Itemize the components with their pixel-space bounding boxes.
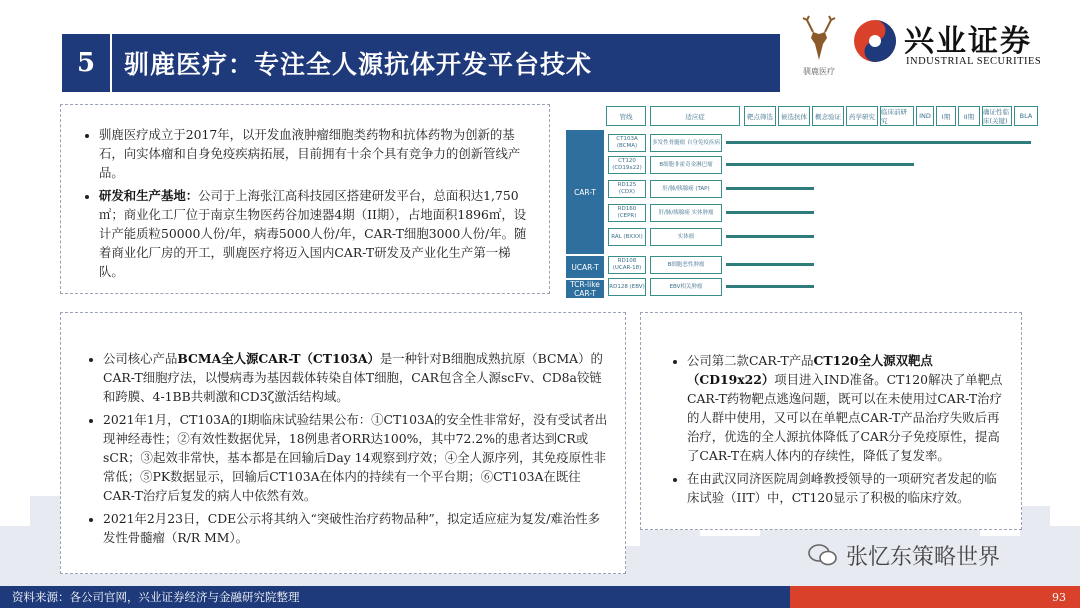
pipeline-category: CAR-T — [566, 130, 604, 254]
pipeline-progress-bar — [726, 211, 814, 214]
intro-bullet — [99, 125, 535, 182]
wechat-icon — [808, 543, 838, 567]
ct103a-bullet — [103, 410, 611, 505]
pipeline-progress-bar — [726, 163, 914, 166]
pipeline-header-cell: I期 — [936, 106, 956, 126]
pipeline-product: RAL (BXXX) — [608, 228, 646, 246]
pipeline-header-cell: IND — [916, 106, 934, 126]
pipeline-header-cell: 候选抗体 — [778, 106, 810, 126]
pipeline-header-cell: II期 — [958, 106, 980, 126]
bullet-bold-text: CT120全人源双靶点（CD19x22） — [687, 353, 933, 387]
pipeline-indication: 肝/肺/胰腺癌 (TAP) — [650, 180, 722, 198]
footer — [0, 586, 1080, 608]
bullet-lead-text: 公司第二款CAR-T产品 — [687, 353, 814, 368]
bullet-text: 在由武汉同济医院周剑峰教授领导的一项研究者发起的临床试验（IIT）中，CT120显示了积极的临床疗效。 — [687, 471, 997, 505]
deer-icon — [799, 14, 839, 62]
wechat-watermark — [808, 540, 1000, 570]
broker-name-en: INDUSTRIAL SECURITIES — [906, 56, 1042, 67]
pipeline-product: RD128 (EBV) — [608, 278, 646, 296]
pipeline-product: RD160 (CEPR) — [608, 204, 646, 222]
pipeline-header-cell: 药学研究 — [846, 106, 878, 126]
pipeline-header-cell: 确证性临床(关键) — [982, 106, 1012, 126]
ct120-box — [640, 312, 1022, 530]
pipeline-header-cell: 管线 — [606, 106, 646, 126]
pipeline-header-cell: 临床前研究 — [880, 106, 914, 126]
pipeline-figure — [566, 102, 1040, 298]
pipeline-category: TCR-like CAR-T — [566, 280, 604, 298]
pipeline-indication: B细胞恶性肿瘤 — [650, 256, 722, 274]
pipeline-indication: 实体瘤 — [650, 228, 722, 246]
ct103a-bullet — [103, 509, 611, 547]
ct103a-bullet — [103, 349, 611, 406]
watermark-text: 张忆东策略世界 — [846, 544, 1001, 570]
broker-name-cn: 兴业证券 — [904, 24, 1032, 59]
pipeline-header-cell: 适应症 — [650, 106, 740, 126]
bullet-text: 是一种针对B细胞成熟抗原（BCMA）的CAR-T细胞疗法，以慢病毒为基因载体转染自体T细胞，CAR包含全人源scFv、CD8a铰链和跨膜、4-1BB共刺激和CD3ζ激活结构域。 — [103, 351, 603, 404]
pipeline-indication: 肝/肺/胰腺癌 实体肿瘤 — [650, 204, 722, 222]
pipeline-indication: EBV相关肿瘤 — [650, 278, 722, 296]
pipeline-product: CT120 (CD19x22) — [608, 156, 646, 174]
source-note: 资料来源：各公司官网，兴业证券经济与金融研究院整理 — [0, 586, 790, 608]
intro-bullet — [99, 186, 535, 281]
pipeline-header-cell: 概念验证 — [812, 106, 844, 126]
bullet-text: 2021年1月，CT103A的I期临床试验结果公布：①CT103A的安全性非常好，没有受试者出现神经毒性；②有效性数据优异，18例患者ORR达100%，其中72.2%的患者达到CR或sCR；③起效非常快，基本都是在回输后Day 14观察到疗效；④全人源序列，其免疫原性非常低；⑤PK数据显示，回输后CT103A在体内的持续有一个平台期；⑥CT103A在既往CAR-T治疗后复发的病人中依然有效。 — [103, 412, 608, 503]
page-title: 驯鹿医疗：专注全人源抗体开发平台技术 — [124, 50, 593, 79]
bullet-bold-text: BCMA全人源CAR-T（CT103A） — [177, 351, 380, 366]
bullet-text: 2021年2月23日，CDE公示将其纳入“突破性治疗药物品种”，拟定适应症为复发/难治性多发性骨髓瘤（R/R MM）。 — [103, 511, 600, 545]
section-number: 5 — [62, 34, 112, 92]
page-number: 93 — [790, 586, 1080, 608]
pipeline-category: UCAR-T — [566, 256, 604, 278]
pipeline-progress-bar — [726, 187, 814, 190]
pipeline-progress-bar — [726, 141, 1031, 144]
pipeline-header-cell: 靶点筛选 — [744, 106, 776, 126]
intro-bullet-bold: 研发和生产基地： — [99, 188, 199, 203]
pipeline-progress-bar — [726, 235, 814, 238]
company-logo — [798, 14, 840, 76]
bullet-lead-text: 公司核心产品 — [103, 351, 178, 366]
pipeline-indication: 多发性骨髓瘤 自身免疫疾病 — [650, 134, 722, 152]
ct120-bullet — [687, 351, 1009, 465]
intro-bullet-text: 驯鹿医疗成立于2017年，以开发血液肿瘤细胞类药物和抗体药物为创新的基石，向实体瘤和自身免疫疾病拓展，目前拥有十余个具有竞争力的创新管线产品。 — [99, 127, 521, 180]
ct120-bullet — [687, 469, 1009, 507]
intro-bullet-text: 公司于上海张江高科技园区搭建研发平台，总面积达1,750㎡；商业化工厂位于南京生物医药谷加速器4期（II期），占地面积1896㎡，设计产能质粒50000人份/年，病毒5000人份/年，CAR-T细胞3000人份/年。随着商业化厂房的开工，驯鹿医疗将迈入国内CAR-T研发及产业化生产第一梯队。 — [99, 188, 527, 279]
broker-logo — [852, 16, 1072, 70]
broker-emblem-icon — [852, 18, 898, 64]
pipeline-progress-bar — [726, 285, 814, 288]
pipeline-product: RD125 (CDX) — [608, 180, 646, 198]
pipeline-indication: B细胞非霍奇金淋巴瘤 — [650, 156, 722, 174]
pipeline-product: RD108 (UCAR-18) — [608, 256, 646, 274]
company-logo-caption: 驯鹿医疗 — [803, 67, 835, 76]
pipeline-product: CT103A (BCMA) — [608, 134, 646, 152]
ct103a-box — [60, 312, 626, 574]
bullet-text: 项目进入IND准备。CT120解决了单靶点CAR-T药物靶点逃逸问题，既可以在未使用过CAR-T治疗的人群中使用，又可以在单靶点CAR-T产品治疗失败后再治疗，优选的全人源抗体降低了CAR分子免疫原性，提高了CAR-T在病人体内的存续性，降低了复发率。 — [687, 372, 1003, 463]
pipeline-progress-bar — [726, 263, 814, 266]
pipeline-header-cell: BLA — [1014, 106, 1038, 126]
intro-box — [60, 104, 550, 294]
